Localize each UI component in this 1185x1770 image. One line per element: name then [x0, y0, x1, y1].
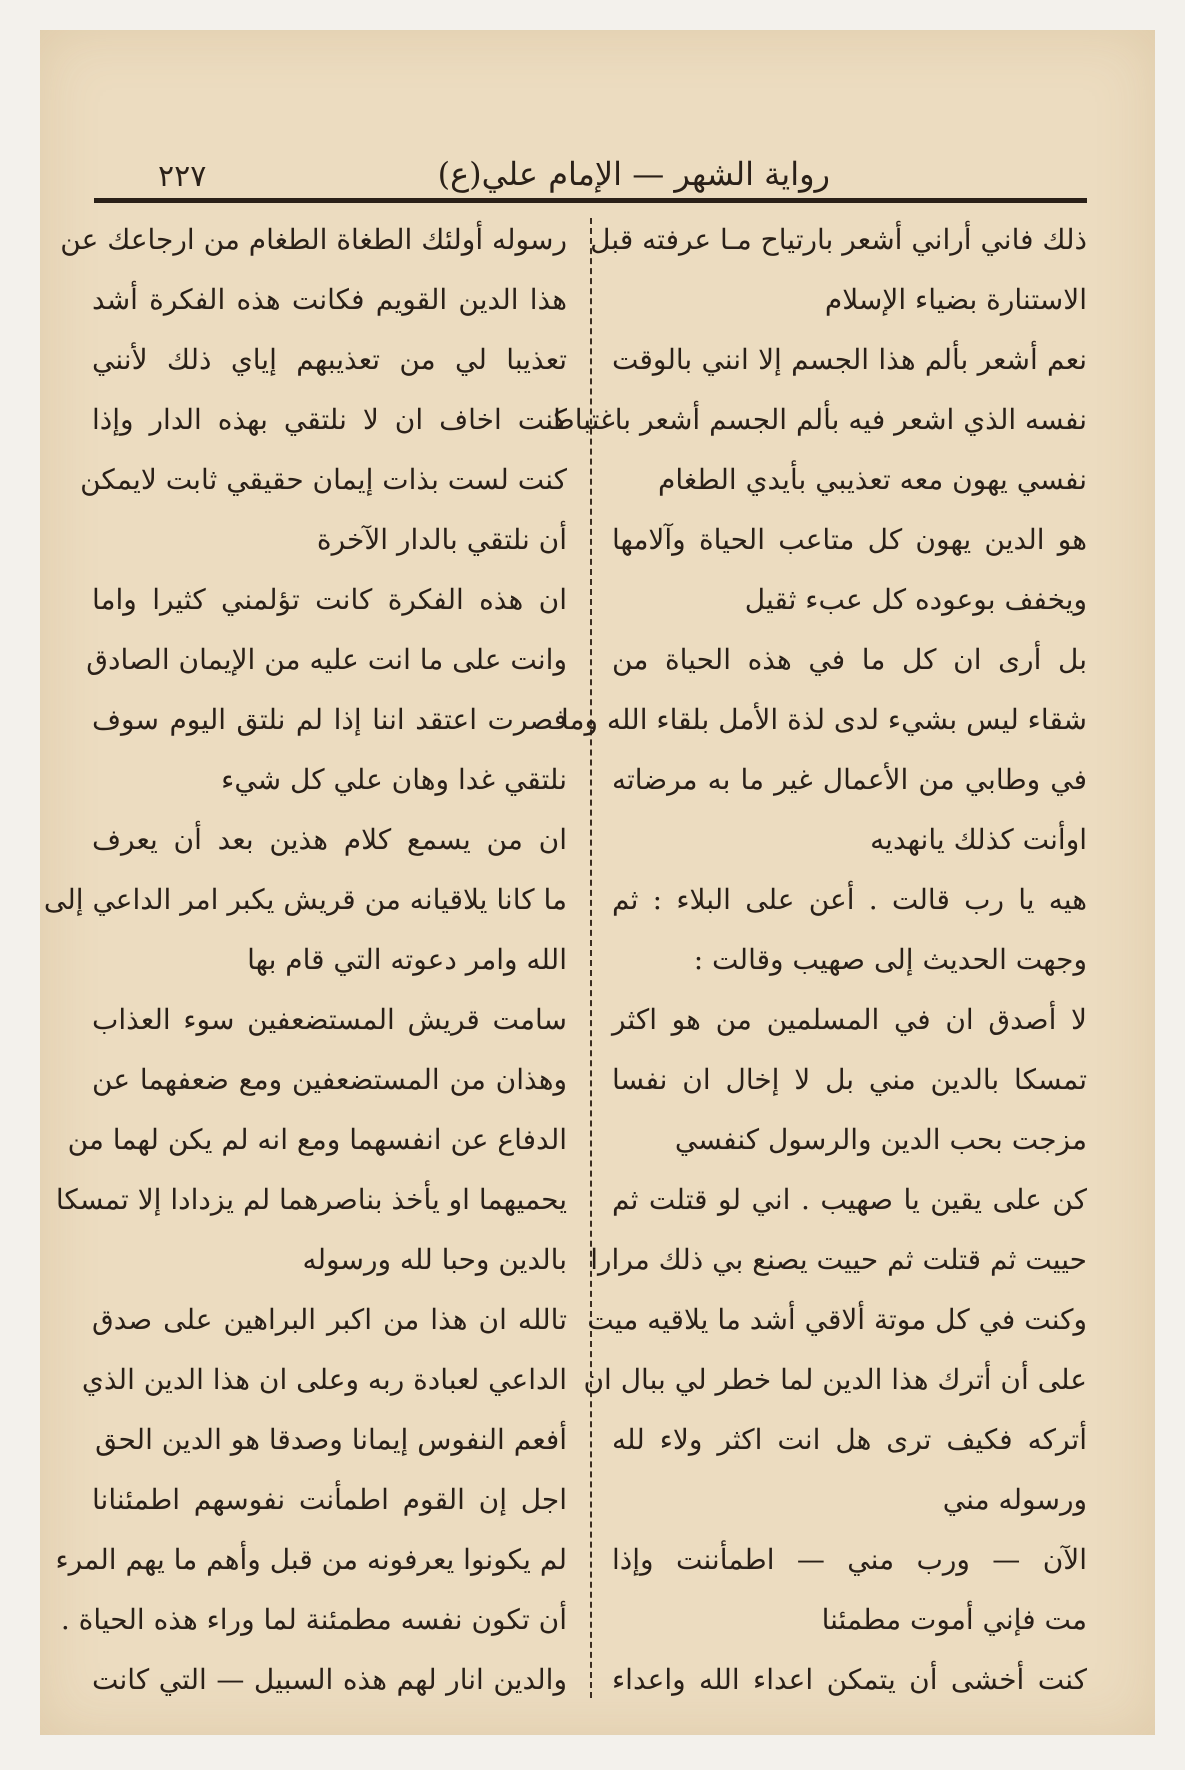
text-line: مت فإني أموت مطمئنا — [821, 1603, 1087, 1636]
text-line: اجل إن القوم اطمأنت نفوسهم اطمئنانا — [92, 1483, 567, 1516]
text-line: الاستنارة بضياء الإسلام — [824, 283, 1087, 316]
text-line: وهذان من المستضعفين ومع ضعفهما عن — [92, 1063, 567, 1096]
text-line: نفسي يهون معه تعذيبي بأيدي الطغام — [658, 463, 1087, 496]
text-line: الدفاع عن انفسهما ومع انه لم يكن لهما من — [67, 1123, 567, 1156]
text-line: يحميهما او يأخذ بناصرهما لم يزدادا إلا تمسكا — [55, 1183, 567, 1216]
text-line: بالدين وحبا لله ورسوله — [302, 1243, 567, 1276]
text-line: بل أرى ان كل ما في هذه الحياة من — [612, 643, 1087, 676]
text-line: نلتقي غدا وهان علي كل شيء — [221, 763, 567, 796]
text-line: الداعي لعبادة ربه وعلى ان هذا الدين الذي — [81, 1363, 567, 1396]
header-rule — [94, 198, 1087, 203]
text-line: وانت على ما انت عليه من الإيمان الصادق — [86, 643, 567, 676]
text-line: ويخفف بوعوده كل عبء ثقيل — [744, 583, 1087, 616]
text-line: لم يكونوا يعرفونه من قبل وأهم ما يهم المرء — [55, 1543, 567, 1576]
text-line: نعم أشعر بألم هذا الجسم إلا انني بالوقت — [612, 343, 1087, 376]
text-line: والدين انار لهم هذه السبيل — التي كانت — [92, 1663, 567, 1696]
text-line: الآن — ورب مني — اطمأننت وإذا — [612, 1543, 1087, 1576]
header-title: رواية الشهر — الإمام علي(ع) — [437, 155, 830, 193]
text-line: ورسوله مني — [942, 1483, 1087, 1516]
text-line: أفعم النفوس إيمانا وصدقا هو الدين الحق — [95, 1423, 567, 1456]
text-line: فصرت اعتقد اننا إذا لم نلتق اليوم سوف — [92, 703, 567, 736]
text-line: شقاء ليس بشيء لدى لذة الأمل بلقاء الله وما — [560, 703, 1087, 736]
text-line: كن على يقين يا صهيب . اني لو قتلت ثم — [612, 1183, 1087, 1216]
text-line: كنت لست بذات إيمان حقيقي ثابت لايمكن — [80, 463, 567, 496]
text-line: هو الدين يهون كل متاعب الحياة وآلامها — [612, 523, 1087, 556]
text-line: وكنت في كل موتة ألاقي أشد ما يلاقيه ميت — [587, 1303, 1087, 1336]
text-line: على أن أترك هذا الدين لما خطر لي ببال ان — [583, 1363, 1087, 1396]
text-line: ان هذه الفكرة كانت تؤلمني كثيرا واما — [92, 583, 567, 616]
text-line: مزجت بحب الدين والرسول كنفسي — [674, 1123, 1087, 1156]
text-line: ما كانا يلاقيانه من قريش يكبر امر الداعي إلى — [43, 883, 567, 916]
text-line: في وطابي من الأعمال غير ما به مرضاته — [612, 763, 1087, 796]
text-line: سامت قريش المستضعفين سوء العذاب — [92, 1003, 567, 1036]
text-line: رسوله أولئك الطغاة الطغام من ارجاعك عن — [60, 223, 567, 256]
text-line: تالله ان هذا من اكبر البراهين على صدق — [92, 1303, 567, 1336]
text-line: تمسكا بالدين مني بل لا إخال ان نفسا — [612, 1063, 1087, 1096]
text-line: لا أصدق ان في المسلمين من هو اكثر — [612, 1003, 1087, 1036]
text-line: وجهت الحديث إلى صهيب وقالت : — [693, 943, 1087, 976]
text-line: اوأنت كذلك يانهديه — [870, 823, 1087, 856]
right-column — [548, 210, 1087, 1710]
text-line: نفسه الذي اشعر فيه بألم الجسم أشعر باغتباط — [548, 403, 1087, 436]
text-line: حييت ثم قتلت ثم حييت يصنع بي ذلك مرارا — [590, 1243, 1087, 1276]
text-line: ان من يسمع كلام هذين بعد أن يعرف — [92, 823, 567, 856]
text-line: كنت أخشى أن يتمكن اعداء الله واعداء — [612, 1663, 1087, 1696]
text-line: أتركه فكيف ترى هل انت اكثر ولاء لله — [612, 1423, 1087, 1456]
text-line: الله وامر دعوته التي قام بها — [247, 943, 567, 976]
text-line: هيه يا رب قالت . أعن على البلاء : ثم — [612, 883, 1087, 916]
text-line: هذا الدين القويم فكانت هذه الفكرة أشد — [92, 283, 567, 316]
left-column — [43, 210, 567, 1710]
text-line: أن تكون نفسه مطمئنة لما وراء هذه الحياة . — [60, 1603, 567, 1636]
page-number: ٢٢٧ — [158, 159, 207, 194]
text-line: ذلك فاني أراني أشعر بارتياح مـا عرفته قبل — [590, 223, 1087, 256]
text-line: تعذيبا لي من تعذيبهم إياي ذلك لأنني — [92, 343, 567, 376]
running-header — [80, 125, 1130, 205]
text-line: أن نلتقي بالدار الآخرة — [316, 523, 567, 556]
text-line: كنت اخاف ان لا نلتقي بهذه الدار وإذا — [92, 403, 567, 436]
